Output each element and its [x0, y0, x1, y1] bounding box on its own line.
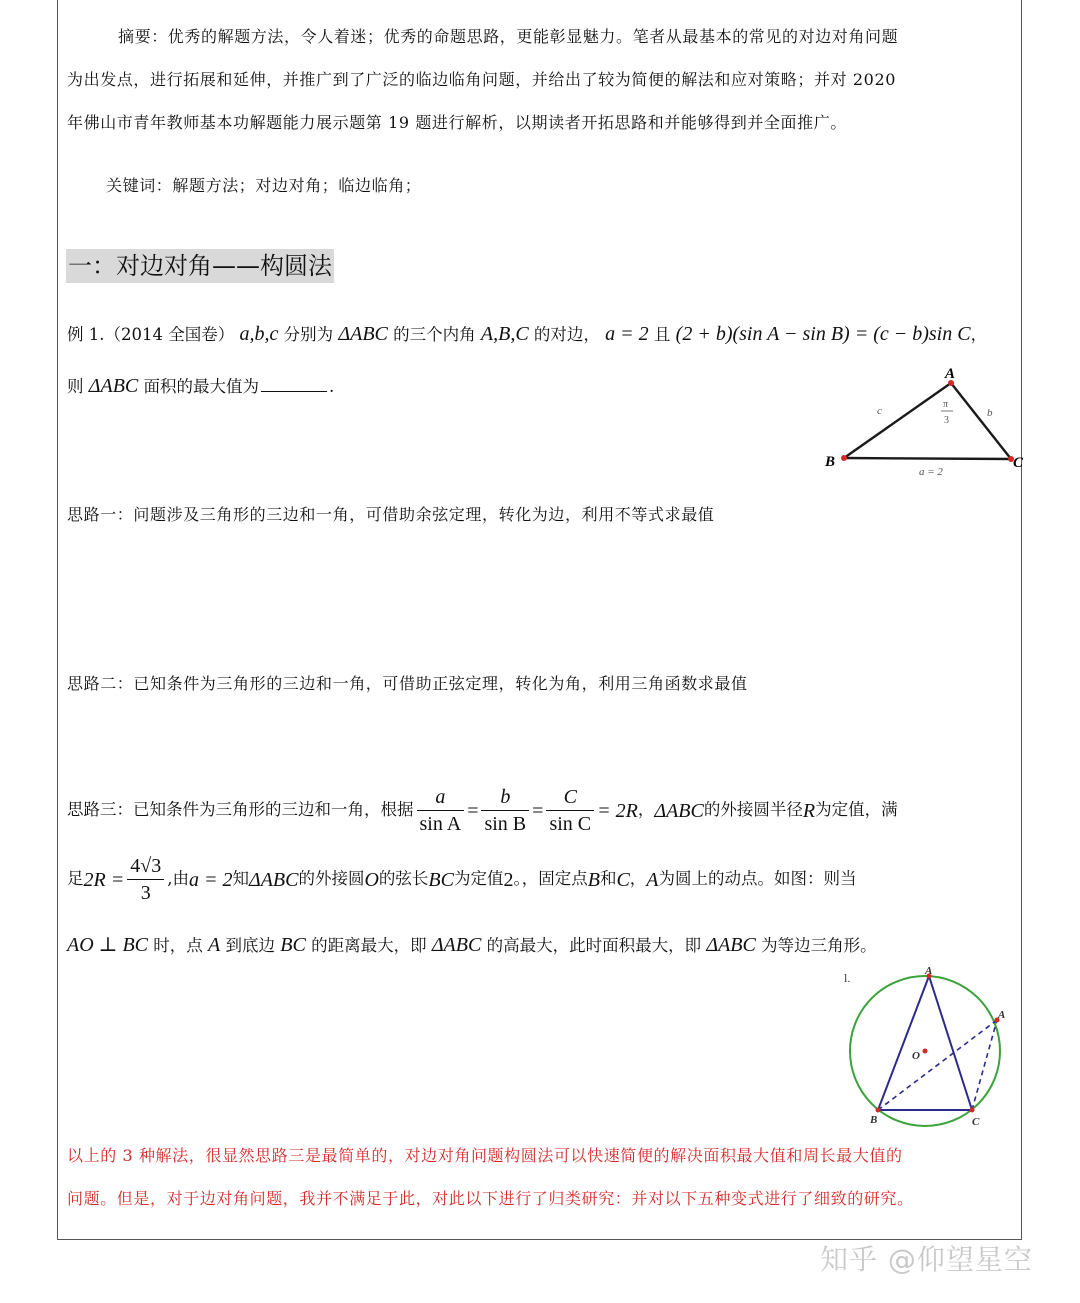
angle-vars: A,B,C	[480, 323, 529, 345]
circle-o: O	[364, 868, 379, 891]
label-c: C	[972, 1116, 980, 1128]
side-a	[844, 458, 1011, 459]
label-c: C	[1013, 455, 1024, 471]
answer-blank	[261, 391, 327, 392]
approach-3-line-3	[67, 935, 877, 955]
abstract-line-1: 摘要：优秀的解题方法，令人着迷；优秀的命题思路，更能彰显魅力。笔者从最基本的常见的对边对角问题	[118, 27, 899, 46]
chord-bc: BC	[428, 868, 454, 891]
example-1-statement	[67, 324, 987, 344]
approach-3-text: 知	[232, 869, 249, 889]
fraction-4-root3-over-3	[127, 856, 164, 903]
value-two: 2	[503, 868, 514, 891]
approach-3-text: 到底边	[225, 936, 275, 955]
approach-3-text: 的弦长	[378, 869, 429, 889]
label-side-b: b	[987, 407, 993, 419]
fraction-numerator: a	[417, 787, 465, 811]
example-text: 分别为	[283, 325, 334, 344]
label-pi: π	[943, 399, 949, 410]
label-b: B	[870, 1114, 878, 1126]
radius-r: R	[802, 799, 816, 822]
approach-3-text: 为等边三角形。	[761, 936, 877, 955]
keywords: 关键词：解题方法；对边对角；临边临角；	[106, 176, 422, 195]
point-a: A	[646, 868, 659, 891]
condition-a: a = 2	[605, 323, 649, 345]
approach-3-text: ,由	[167, 869, 189, 889]
condition-a: a = 2	[188, 868, 233, 891]
example-label: 例 1.（2014 全国卷）	[67, 325, 235, 344]
fraction-denominator: sin C	[549, 813, 592, 835]
fraction-numerator: C	[546, 787, 594, 811]
example-text: 的对边，	[533, 325, 600, 344]
abstract-line-2: 为出发点，进行拓展和延伸，并推广到了广泛的临边临角问题，并给出了较为简便的解法和应对策略；并对 2020	[67, 70, 897, 89]
side-b	[951, 383, 1011, 459]
base-bc: BC	[280, 934, 306, 956]
conclusion-line-2: 问题。但是，对于边对角问题，我并不满足于此，对此以下进行了归类研究：并对以下五种变式进行了细致的研究。	[67, 1189, 914, 1208]
abstract-line-3: 年佛山市青年教师基本功解题能力展示题第 19 题进行解析，以期读者开拓思路和并能够得到并全面推广。	[67, 113, 847, 132]
triangle-abc: ΔABC	[654, 799, 704, 822]
triangle-abc: ΔABC	[706, 934, 756, 956]
triangle-abc: ΔABC	[338, 323, 388, 345]
approach-3-text: 思路三：已知条件为三角形的三边和一角，根据	[67, 800, 414, 820]
triangle-abc: ΔABC	[88, 375, 139, 397]
example-text: ，	[970, 325, 988, 344]
approach-2: 思路二：已知条件为三角形的三边和一角，可借助正弦定理，转化为角，利用三角函数求最值	[67, 674, 748, 693]
label-a: A	[945, 366, 956, 382]
side-vars: a,b,c	[239, 323, 279, 345]
approach-3-text: 的外接圆半径	[703, 800, 803, 820]
fraction-b-sin-b	[481, 787, 529, 834]
fraction-numerator: b	[481, 787, 529, 811]
label-side-a: a = 2	[919, 466, 943, 478]
approach-3-text: 为定值	[453, 869, 504, 889]
label-b: B	[825, 454, 836, 470]
example-text: 则	[67, 377, 84, 396]
side-ab	[878, 976, 929, 1110]
example-text: 面积的最大值为	[143, 377, 260, 396]
approach-3-text: 的高最大，此时面积最大，即	[486, 936, 702, 955]
condition-equation: (2 + b)(sin A − sin B) = (c − b)sin C	[675, 323, 971, 345]
label-a-moving: A	[998, 1009, 1006, 1021]
point-b	[841, 455, 847, 461]
two-r: 2R =	[83, 868, 125, 891]
ao-perp-bc: AO ⊥ BC	[67, 934, 149, 956]
approach-3-text: 。，固定点	[513, 869, 588, 889]
side-c	[844, 383, 951, 458]
approach-3-text: 的外接圆	[298, 869, 365, 889]
fraction-denominator: 3	[140, 882, 151, 904]
circle-figure	[840, 965, 1020, 1130]
label-a: A	[925, 965, 933, 977]
fraction-denominator: sin A	[419, 813, 462, 835]
equals-2r: = 2R	[597, 799, 638, 822]
triangle-abc: ΔABC	[248, 868, 299, 891]
triangle-figure	[815, 362, 1030, 482]
equals-sign: =	[532, 799, 544, 822]
triangle-abc: ΔABC	[431, 934, 482, 956]
point-b: B	[587, 868, 600, 891]
approach-3-text: ，	[637, 800, 655, 820]
equals-sign: =	[467, 799, 479, 822]
approach-3-text: ，	[629, 869, 647, 889]
point-c	[970, 1108, 975, 1113]
conclusion-line-1: 以上的 3 种解法，很显然思路三是最简单的，对边对角问题构圆法可以快速简便的解决面积最大值和周长最大值的	[67, 1146, 903, 1165]
approach-3-text: 为圆上的动点。如图：则当	[658, 869, 857, 889]
fraction-numerator: 4√3	[127, 856, 164, 880]
approach-1: 思路一：问题涉及三角形的三边和一角，可借助余弦定理，转化为边，利用不等式求最值	[67, 505, 715, 524]
label-three: 3	[944, 415, 949, 426]
point-a: A	[208, 934, 221, 956]
fraction-c-sin-c	[546, 787, 594, 834]
approach-3-line-1	[67, 787, 898, 834]
label-o: O	[912, 1050, 920, 1062]
point-c: C	[616, 868, 630, 891]
example-text: 的三个内角	[393, 325, 476, 344]
approach-3-text: 的距离最大，即	[311, 936, 427, 955]
fraction-denominator: sin B	[484, 813, 527, 835]
figure-marker: l.	[844, 971, 851, 985]
approach-3-text: 为定值，满	[815, 800, 898, 820]
example-text: .	[329, 377, 335, 396]
approach-3-text: 足	[67, 869, 84, 889]
fraction-a-sin-a	[417, 787, 465, 834]
approach-3-line-2	[67, 856, 857, 903]
approach-3-text: 和	[599, 869, 617, 889]
center-o	[923, 1049, 928, 1054]
section-heading: 一：对边对角——构圆法	[66, 249, 334, 283]
example-1-question	[67, 376, 334, 396]
label-side-c: c	[877, 405, 882, 417]
approach-3-text: 时，点	[153, 936, 203, 955]
example-text: 且	[653, 325, 671, 344]
point-b	[876, 1108, 881, 1113]
watermark: 知乎 @仰望星空	[820, 1243, 1033, 1276]
